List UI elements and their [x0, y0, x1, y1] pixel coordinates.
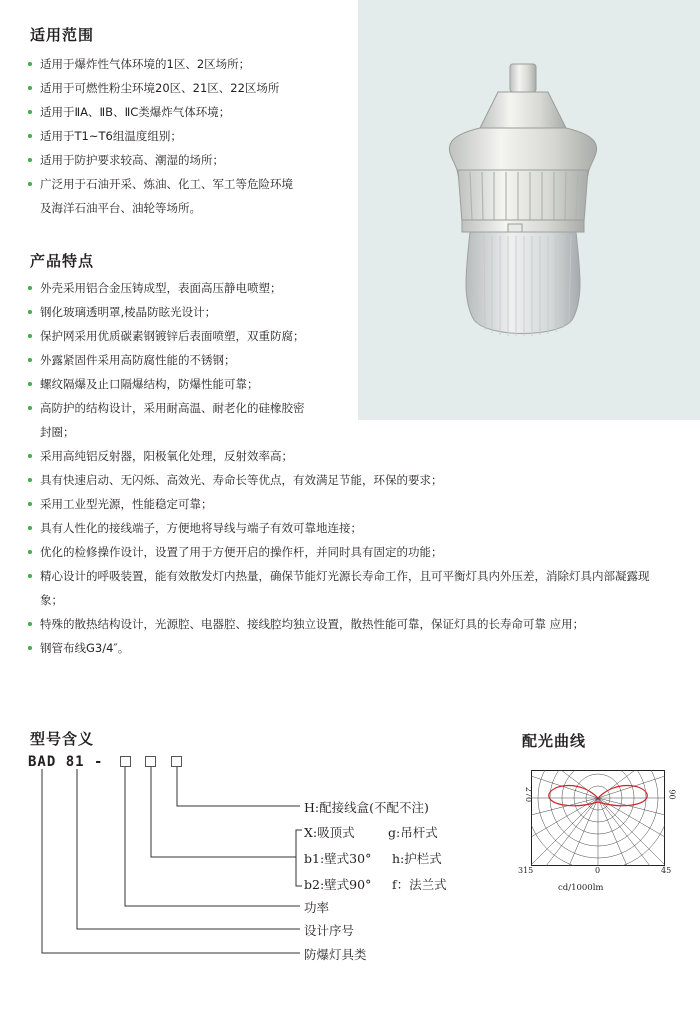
- list-item: 精心设计的呼吸装置，能有效散发灯内热量，确保节能灯光源长寿命工作，且可平衡灯具内外压差，消除灯具内部凝露现象；: [28, 564, 668, 612]
- legend-f: f：法兰式: [392, 877, 447, 892]
- chart-label-bottom-center: 0: [595, 866, 601, 875]
- legend-x: X:吸顶式: [304, 825, 355, 840]
- legend-b1: b1:壁式30°: [304, 851, 372, 866]
- list-item: 采用工业型光源，性能稳定可靠；: [28, 492, 668, 516]
- list-item: 广泛用于石油开采、炼油、化工、军工等危险环境及海洋石油平台、油轮等场所。: [28, 172, 298, 220]
- list-item: 适用于ⅡA、ⅡB、ⅡC类爆炸气体环境；: [28, 100, 298, 124]
- code-box-3: [171, 756, 182, 767]
- list-item: 特殊的散热结构设计，光源腔、电器腔、接线腔均独立设置，散热性能可靠，保证灯具的长寿命可靠 应用；: [28, 612, 668, 636]
- list-item: 螺纹隔爆及止口隔爆结构，防爆性能可靠；: [28, 372, 320, 396]
- code-box-2: [145, 756, 156, 767]
- scope-title: 适用范围: [30, 26, 95, 44]
- list-item: 具有人性化的接线端子，方便地将导线与端子有效可靠地连接；: [28, 516, 668, 540]
- scope-list: [28, 52, 298, 220]
- model-code: BAD 81 -: [28, 754, 104, 770]
- legend-category: 防爆灯具类: [304, 947, 367, 962]
- legend-g: g:吊杆式: [388, 825, 438, 840]
- list-item: 保护网采用优质碳素钢镀锌后表面喷塑，双重防腐；: [28, 324, 310, 348]
- chart-unit: cd/1000lm: [558, 883, 604, 893]
- chart-label-left: 270: [524, 786, 534, 803]
- list-item: 适用于T1~T6组温度组别；: [28, 124, 298, 148]
- list-item: 钢化玻璃透明罩,棱晶防眩光设计；: [28, 300, 320, 324]
- model-title: 型号含义: [30, 730, 95, 748]
- list-item: 适用于爆炸性气体环境的1区、2区场所；: [28, 52, 298, 76]
- legend-hr: h:护栏式: [392, 851, 442, 866]
- legend-design: 设计序号: [304, 923, 355, 938]
- light-distribution-chart: [531, 770, 665, 866]
- chart-label-bottom-right: 45: [661, 866, 672, 875]
- chart-label-right: 90: [667, 789, 677, 800]
- code-box-1: [120, 756, 131, 767]
- list-item: 钢管布线G3/4″。: [28, 636, 668, 660]
- light-curve-title: 配光曲线: [522, 732, 587, 750]
- features-list: [28, 276, 668, 660]
- legend-b2: b2:壁式90°: [304, 877, 372, 892]
- features-title: 产品特点: [30, 252, 95, 270]
- legend-h: H:配接线盒(不配不注): [304, 800, 429, 815]
- chart-label-bottom-left: 315: [518, 866, 534, 875]
- legend-power: 功率: [304, 900, 330, 915]
- list-item: 高防护的结构设计，采用耐高温、耐老化的硅橡胶密封圈；: [28, 396, 310, 444]
- list-item: 外壳采用铝合金压铸成型，表面高压静电喷塑；: [28, 276, 320, 300]
- list-item: 采用高纯铝反射器，阳极氧化处理，反射效率高；: [28, 444, 668, 468]
- list-item: 外露紧固件采用高防腐性能的不锈钢；: [28, 348, 320, 372]
- list-item: 具有快速启动、无闪烁、高效光、寿命长等优点，有效满足节能，环保的要求；: [28, 468, 668, 492]
- list-item: 适用于防护要求较高、潮湿的场所；: [28, 148, 298, 172]
- list-item: 优化的检修操作设计，设置了用于方便开启的操作杆，并同时具有固定的功能；: [28, 540, 668, 564]
- list-item: 适用于可燃性粉尘环境20区、21区、22区场所: [28, 76, 298, 100]
